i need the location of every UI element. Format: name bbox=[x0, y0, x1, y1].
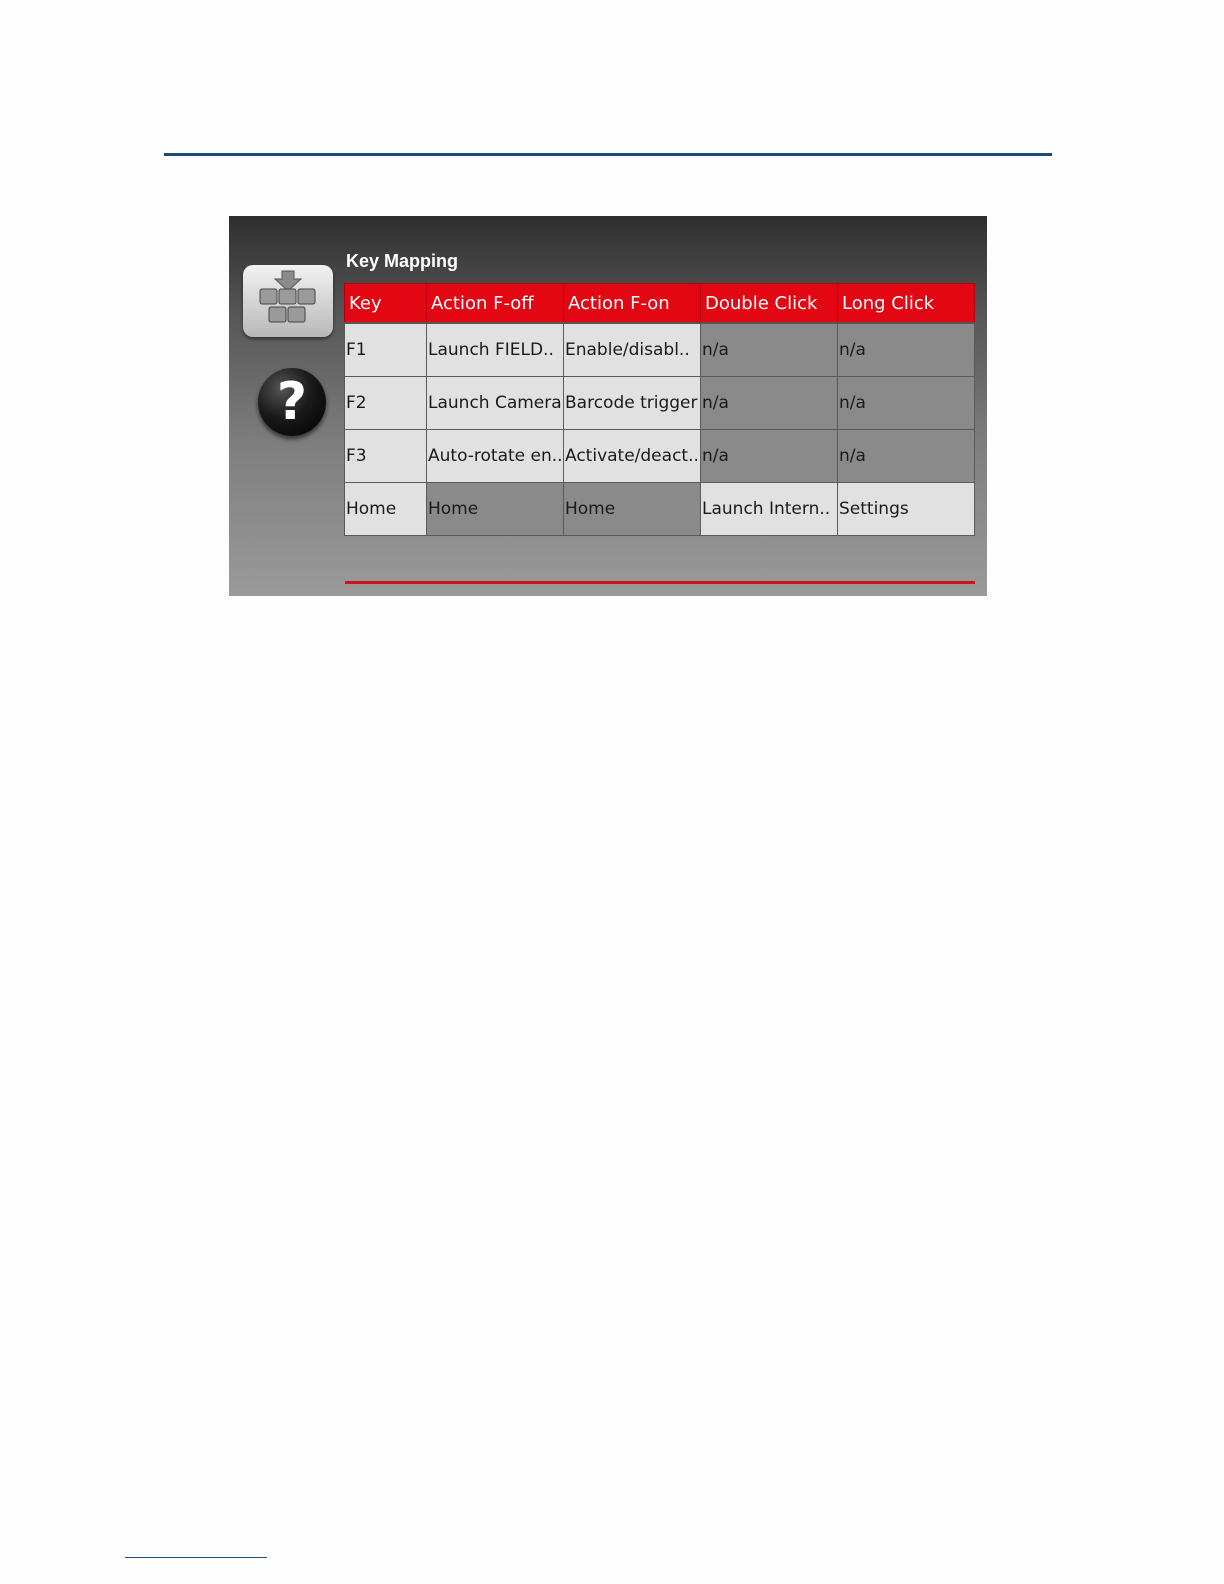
table-cell[interactable]: n/a bbox=[701, 430, 838, 483]
question-mark-icon: ? bbox=[276, 372, 308, 432]
table-cell[interactable]: Launch Intern.. bbox=[701, 483, 838, 536]
table-cell[interactable]: F1 bbox=[345, 323, 427, 377]
table-cell[interactable]: n/a bbox=[838, 323, 975, 377]
table-bottom-rule bbox=[345, 581, 975, 584]
table-cell[interactable]: n/a bbox=[838, 430, 975, 483]
table-cell[interactable]: Launch Camera bbox=[427, 377, 564, 430]
column-header-action-f-on: Action F-on bbox=[564, 284, 701, 324]
table-cell[interactable]: Home bbox=[345, 483, 427, 536]
keyboard-download-icon bbox=[243, 265, 333, 337]
column-header-double-click: Double Click bbox=[701, 284, 838, 324]
table-row bbox=[345, 430, 975, 483]
table-cell[interactable]: Launch FIELD.. bbox=[427, 323, 564, 377]
table-cell[interactable]: F2 bbox=[345, 377, 427, 430]
table-row bbox=[345, 377, 975, 430]
column-header-action-f-off: Action F-off bbox=[427, 284, 564, 324]
help-button[interactable] bbox=[258, 368, 326, 436]
table-cell[interactable]: Home bbox=[564, 483, 701, 536]
table-cell[interactable]: Auto-rotate en.. bbox=[427, 430, 564, 483]
table-cell[interactable]: n/a bbox=[701, 377, 838, 430]
page-header-rule bbox=[164, 153, 1052, 156]
column-header-key: Key bbox=[345, 284, 427, 324]
table-header-row bbox=[345, 284, 975, 324]
table-row bbox=[345, 483, 975, 536]
table-cell[interactable]: n/a bbox=[838, 377, 975, 430]
table-cell[interactable]: Enable/disabl.. bbox=[564, 323, 701, 377]
key-mapping-screen bbox=[229, 216, 987, 596]
table-cell[interactable]: Settings bbox=[838, 483, 975, 536]
table-cell[interactable]: F3 bbox=[345, 430, 427, 483]
table-cell[interactable]: Activate/deact.. bbox=[564, 430, 701, 483]
table-cell[interactable]: Home bbox=[427, 483, 564, 536]
key-mapping-table bbox=[344, 283, 975, 536]
page-title: Key Mapping bbox=[346, 251, 459, 271]
footnote-rule bbox=[125, 1557, 267, 1558]
table-cell[interactable]: Barcode trigger bbox=[564, 377, 701, 430]
table-row bbox=[345, 323, 975, 377]
column-header-long-click: Long Click bbox=[838, 284, 975, 324]
table-cell[interactable]: n/a bbox=[701, 323, 838, 377]
key-mapping-button[interactable] bbox=[243, 265, 333, 337]
